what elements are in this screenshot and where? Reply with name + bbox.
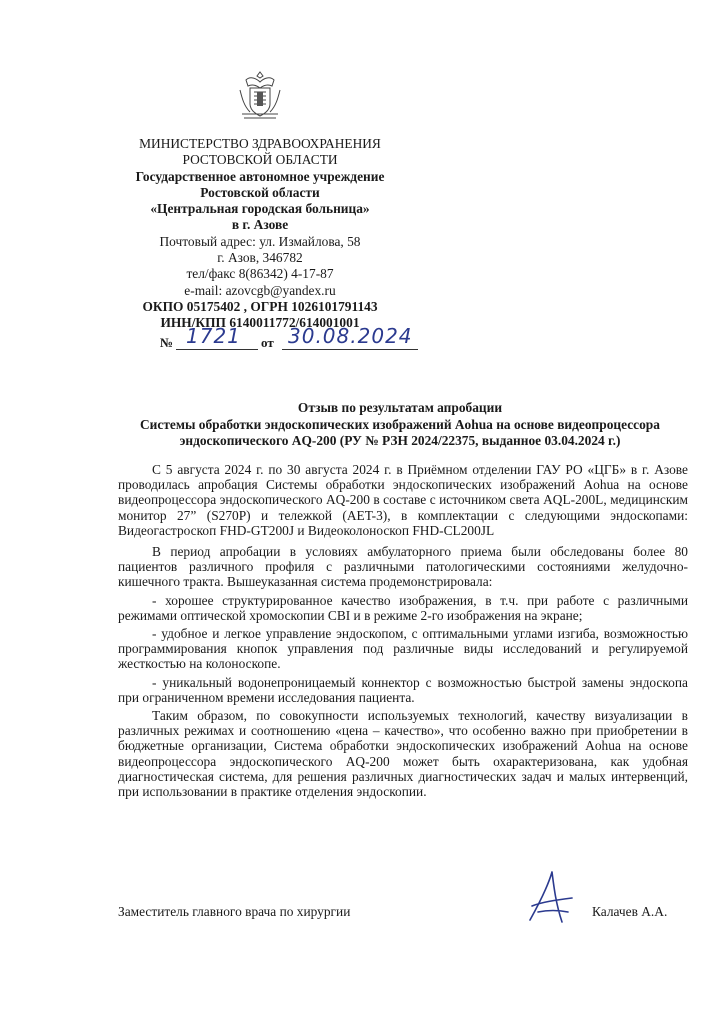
signatory-position: Заместитель главного врача по хирургии xyxy=(118,904,351,919)
email: e-mail: azovcgb@yandex.ru xyxy=(184,282,336,298)
handwritten-signature-icon xyxy=(522,868,578,930)
phone-fax: тел/факс 8(86342) 4-17-87 xyxy=(186,266,334,282)
ministry-line-1: МИНИСТЕРСТВО ЗДРАВООХРАНЕНИЯ xyxy=(139,136,381,151)
bullet-3: - уникальный водонепроницаемый коннектор с возможностью быстрой замены эндоскопа при ограниченном времени исследования пациента. xyxy=(118,674,688,705)
title-line-2: Системы обработки эндоскопических изображений Aohua на основе видеопроцессора xyxy=(140,416,660,432)
postal-address: Почтовый адрес: ул. Измайлова, 58 xyxy=(159,233,361,249)
inn-kpp: ИНН/КПП 6140011772/614001001 xyxy=(160,315,360,331)
paragraph-2: В период апробации в условиях амбулаторного приема были обследованы более 80 пациентов различного профиля с различными патологическими состояниями желудочно-кишечного тракта. Вышеуказанная система продемонстрировала: xyxy=(118,544,688,590)
org-line-4: в г. Азове xyxy=(231,217,289,233)
date-label: от xyxy=(261,335,274,350)
handwritten-number: 1721 xyxy=(186,324,241,348)
letterhead xyxy=(100,136,420,332)
signatory-name: Калачев А.А. xyxy=(592,904,668,919)
bullet-1: - хорошее структурированное качество изображения, в т.ч. при работе с различными режимами оптической хромоскопии CBI и в режиме 2-го изображения на экране; xyxy=(118,592,688,623)
paragraph-3: Таким образом, по совокупности используемых технологий, качеству визуализации в различных режимах и соотношению «цена – качество», что особенно важно при приобретении в бюджетные организации, Система обработки эндоскопических изображений Aohua на основе видеопроцессора эндоскопического AQ-200 может быть охарактеризована, как удобная диагностическая система, для решения различных диагностических задач и малых интервенций, при использовании в практике отделения эндоскопии. xyxy=(118,708,688,800)
coat-of-arms-icon xyxy=(236,68,284,120)
handwritten-date: 30.08.2024 xyxy=(288,324,413,348)
title-line-1: Отзыв по результатам апробации xyxy=(297,400,503,415)
ministry-line-2: РОСТОВСКОЙ ОБЛАСТИ xyxy=(182,152,338,168)
org-line-3: «Центральная городская больница» xyxy=(150,201,370,217)
document-body xyxy=(118,462,688,799)
date-field xyxy=(282,324,418,350)
document-title xyxy=(100,400,700,450)
number-label: № xyxy=(160,335,174,350)
title-line-3: эндоскопического AQ-200 (РУ № РЗН 2024/22375, выданное 03.04.2024 г.) xyxy=(179,433,621,448)
paragraph-1: С 5 августа 2024 г. по 30 августа 2024 г. в Приёмном отделении ГАУ РО «ЦГБ» в г. Азове проводилась апробация Системы обработки эндоскопических изображений Aohua на основе видеопроцессора эндоскопического AQ-200 в составе с источником света AQL-200L, медицинским монитор 27” (S270P) и тележкой (AET-3), в комплектации с следующими эндоскопами: Видеогастроскоп FHD-GT200J и Видеоколоноскоп FHD-CL200JL xyxy=(118,462,688,538)
okpo-ogrn: ОКПО 05175402 , ОГРН 1026101791143 xyxy=(142,298,378,314)
bullet-2: - удобное и легкое управление эндоскопом, с оптимальными углами изгиба, возможностью программирования кнопок управления под различные виды исследований и регулируемой жесткостью на колоноскопе. xyxy=(118,626,688,672)
city-zip: г. Азов, 346782 xyxy=(217,250,303,266)
org-line-1: Государственное автономное учреждение xyxy=(135,168,385,184)
number-field xyxy=(176,324,258,350)
org-line-2: Ростовской области xyxy=(200,184,320,200)
registration-line xyxy=(160,324,440,353)
